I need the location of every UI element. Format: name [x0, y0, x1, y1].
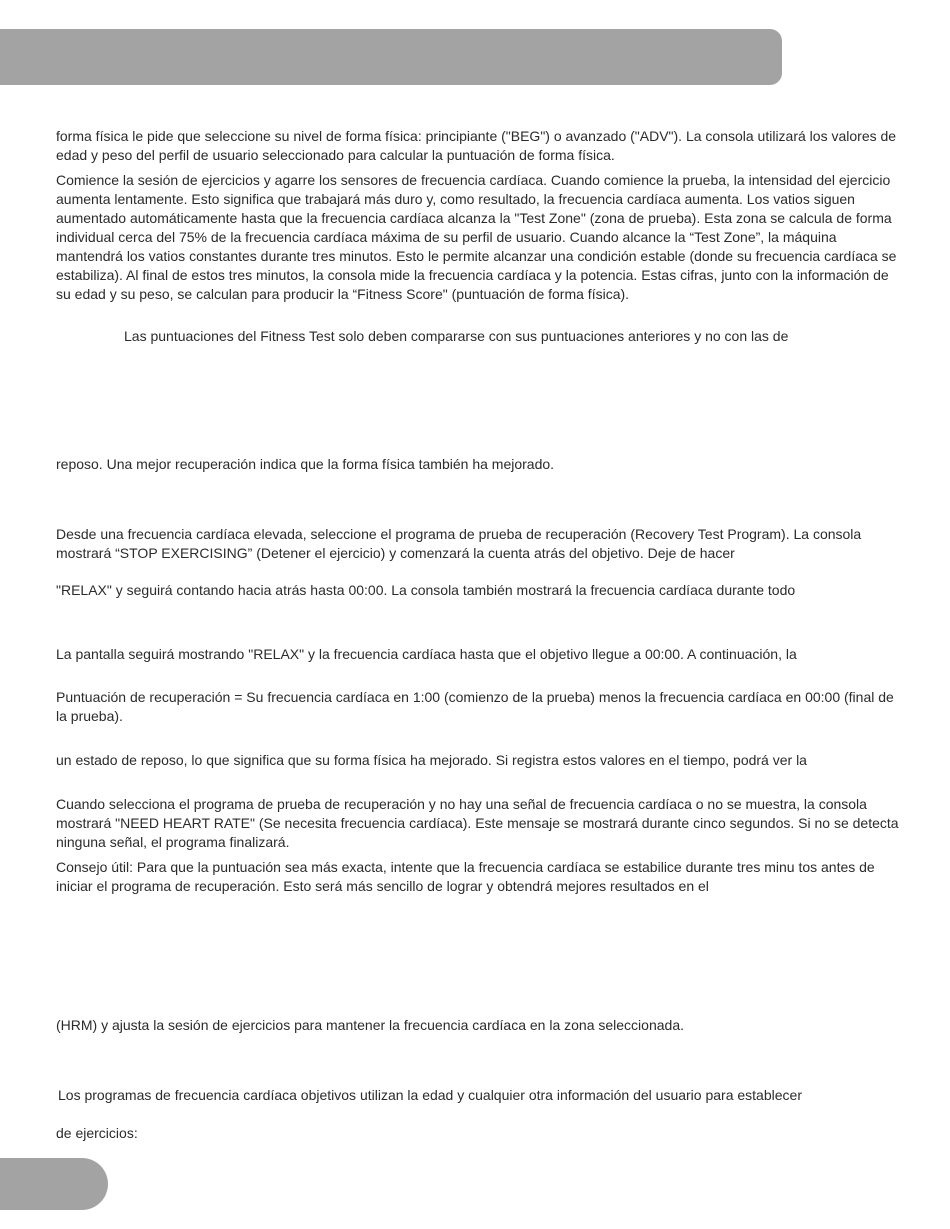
paragraph-recovery-improvement: un estado de reposo, lo que significa que su forma física ha mejorado. Si registra estos valores en el tiempo, podrá ver la — [56, 752, 807, 768]
paragraph-useful-tip: Consejo útil: Para que la puntuación sea más exacta, intente que la frecuencia cardíaca se estabilice durante tres minu tos antes de iniciar el programa de recuperación. Esto será más sencillo de lograr y obtendrá mejores resultados en el — [56, 859, 875, 894]
paragraph-recovery-note: reposo. Una mejor recuperación indica que la forma física también ha mejorado. — [56, 456, 555, 472]
paragraph-score-comparison: Las puntuaciones del Fitness Test solo deben compararse con sus puntuaciones anteriores y no con las de — [124, 328, 789, 344]
paragraph-exercise-list-intro: de ejercicios: — [56, 1125, 138, 1141]
paragraph-recovery-start: Desde una frecuencia cardíaca elevada, seleccione el programa de prueba de recuperación (Recovery Test Program). La consola mostrará “STOP EXERCISING” (Detener el ejercicio) y comenzará la cuenta atrás del objetivo. Deje de hacer — [56, 526, 862, 561]
header-band — [0, 29, 782, 85]
paragraph-need-heart-rate: Cuando selecciona el programa de prueba de recuperación y no hay una señal de frecuencia cardíaca o no se muestra, la consola mostrará "NEED HEART RATE" (Se necesita frecuencia cardíaca). Este mensaje se mostrará durante cinco segundos. Si no se detecta ninguna señal, el programa finalizará. — [56, 796, 899, 850]
paragraph-hrm: (HRM) y ajusta la sesión de ejercicios para mantener la frecuencia cardíaca en la zona seleccionada. — [56, 1017, 684, 1033]
paragraph-test-procedure: Comience la sesión de ejercicios y agarre los sensores de frecuencia cardíaca. Cuando comience la prueba, la intensidad del ejercicio aumenta lentamente. Esto significa que trabajará más duro y, como resultado, la frecuencia cardíaca aumenta. Los vatios siguen aumentado automáticamente hasta que la frecuencia cardíaca alcanza la "Test Zone" (zona de prueba). Esta zona se calcula de forma individual cerca del 75% de la frecuencia cardíaca máxima de su perfil de usuario. Cuando alcance la “Test Zone”, la máquina mantendrá los vatios constantes durante tres minutos. Esto le permite alcanzar una condición estable (donde su frecuencia cardíaca se estabiliza). Al final de estos tres minutos, la consola mide la frecuencia cardíaca y la potencia. Estas cifras, junto con la información de su edad y su peso, se calculan para producir la “Fitness Score" (puntuación de forma física). — [56, 172, 897, 302]
paragraph-relax-countdown: "RELAX" y seguirá contando hacia atrás hasta 00:00. La consola también mostrará la frecuencia cardíaca durante todo — [56, 582, 796, 598]
paragraph-relax-display: La pantalla seguirá mostrando "RELAX" y la frecuencia cardíaca hasta que el objetivo llegue a 00:00. A continuación, la — [56, 646, 797, 662]
page-number-tab — [0, 1158, 108, 1210]
paragraph-recovery-score-formula: Puntuación de recuperación = Su frecuencia cardíaca en 1:00 (comienzo de la prueba) menos la frecuencia cardíaca en 00:00 (final de la prueba). — [56, 689, 894, 724]
paragraph-target-hr-programs: Los programas de frecuencia cardíaca objetivos utilizan la edad y cualquier otra información del usuario para establecer — [58, 1087, 802, 1103]
paragraph-fitness-level: forma física le pide que seleccione su nivel de forma física: principiante ("BEG") o avanzado ("ADV"). La consola utilizará los valores de edad y peso del perfil de usuario seleccionado para calcular la puntuación de forma física. — [56, 128, 897, 163]
